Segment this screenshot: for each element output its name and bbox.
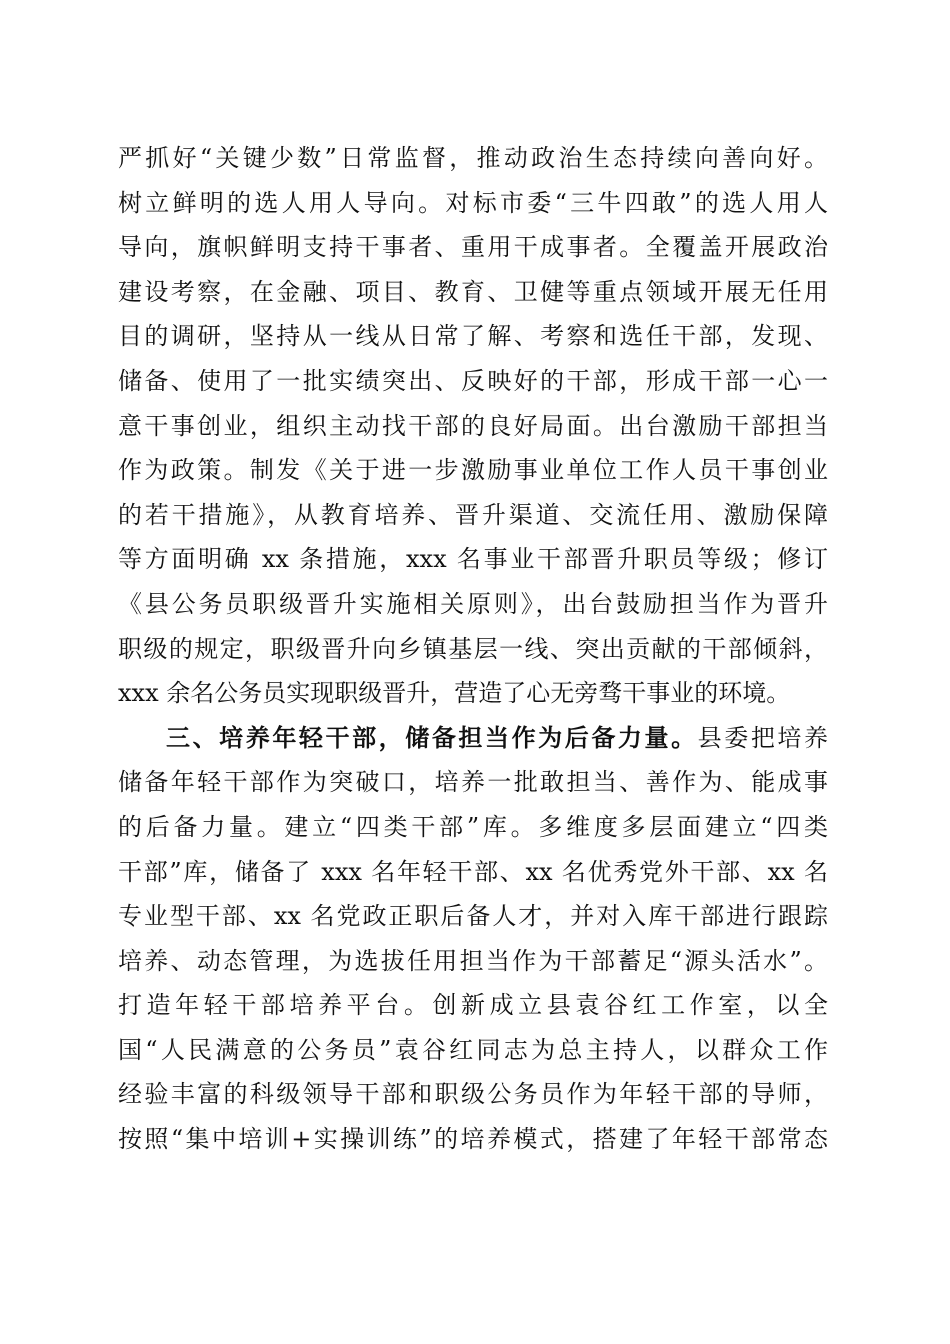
text-line: 目的调研，坚持从一线从日常了解、考察和选任干部，发现、: [118, 322, 828, 351]
document-body: [118, 136, 828, 1162]
text-line: 经验丰富的科级领导干部和职级公务员作为年轻干部的导师，: [118, 1080, 828, 1109]
text-line: 意干事创业，组织主动找干部的良好局面。出台激励干部担当: [118, 411, 828, 440]
text-line: 职级的规定，职级晋升向乡镇基层一线、突出贡献的干部倾斜，: [118, 634, 828, 663]
text-line: 培养、动态管理，为选拔任用担当作为干部蓄足“源头活水”。: [118, 946, 828, 975]
section-first-line: [118, 716, 828, 761]
section-first-line-rest: 县委把培养: [697, 723, 828, 752]
text-line: xxx 余名公务员实现职级晋升，营造了心无旁骛干事业的环境。: [118, 679, 791, 708]
text-line: 树立鲜明的选人用人导向。对标市委“三牛四敢”的选人用人: [118, 188, 828, 217]
text-line: 储备、使用了一批实绩突出、反映好的干部，形成干部一心一: [118, 366, 828, 395]
text-line: 的若干措施》，从教育培养、晋升渠道、交流任用、激励保障: [118, 500, 828, 529]
text-line: 国“人民满意的公务员”袁谷红同志为总主持人，以群众工作: [118, 1035, 828, 1064]
section-heading: 三、培养年轻干部，储备担当作为后备力量。: [166, 722, 698, 752]
text-line: 打造年轻干部培养平台。创新成立县袁谷红工作室，以全: [118, 991, 828, 1020]
text-line: 建设考察，在金融、项目、教育、卫健等重点领域开展无任用: [118, 277, 828, 306]
text-line: 《县公务员职级晋升实施相关原则》，出台鼓励担当作为晋升: [118, 589, 828, 618]
text-line: 等方面明确 xx 条措施，xxx 名事业干部晋升职员等级；修订: [118, 545, 828, 574]
text-line: 储备年轻干部作为突破口，培养一批敢担当、善作为、能成事: [118, 768, 828, 797]
text-line: 专业型干部、xx 名党政正职后备人才，并对入库干部进行跟踪: [118, 902, 828, 931]
text-line: 干部”库，储备了 xxx 名年轻干部、xx 名优秀党外干部、xx 名: [118, 857, 828, 886]
text-line: 按照“集中培训+实操训练”的培养模式，搭建了年轻干部常态: [118, 1125, 828, 1154]
text-line: 导向，旗帜鲜明支持干事者、重用干成事者。全覆盖开展政治: [118, 233, 828, 262]
text-line: 作为政策。制发《关于进一步激励事业单位工作人员干事创业: [118, 456, 828, 485]
text-line: 的后备力量。建立“四类干部”库。多维度多层面建立“四类: [118, 812, 828, 841]
text-line: 严抓好“关键少数”日常监督，推动政治生态持续向善向好。: [118, 144, 828, 172]
